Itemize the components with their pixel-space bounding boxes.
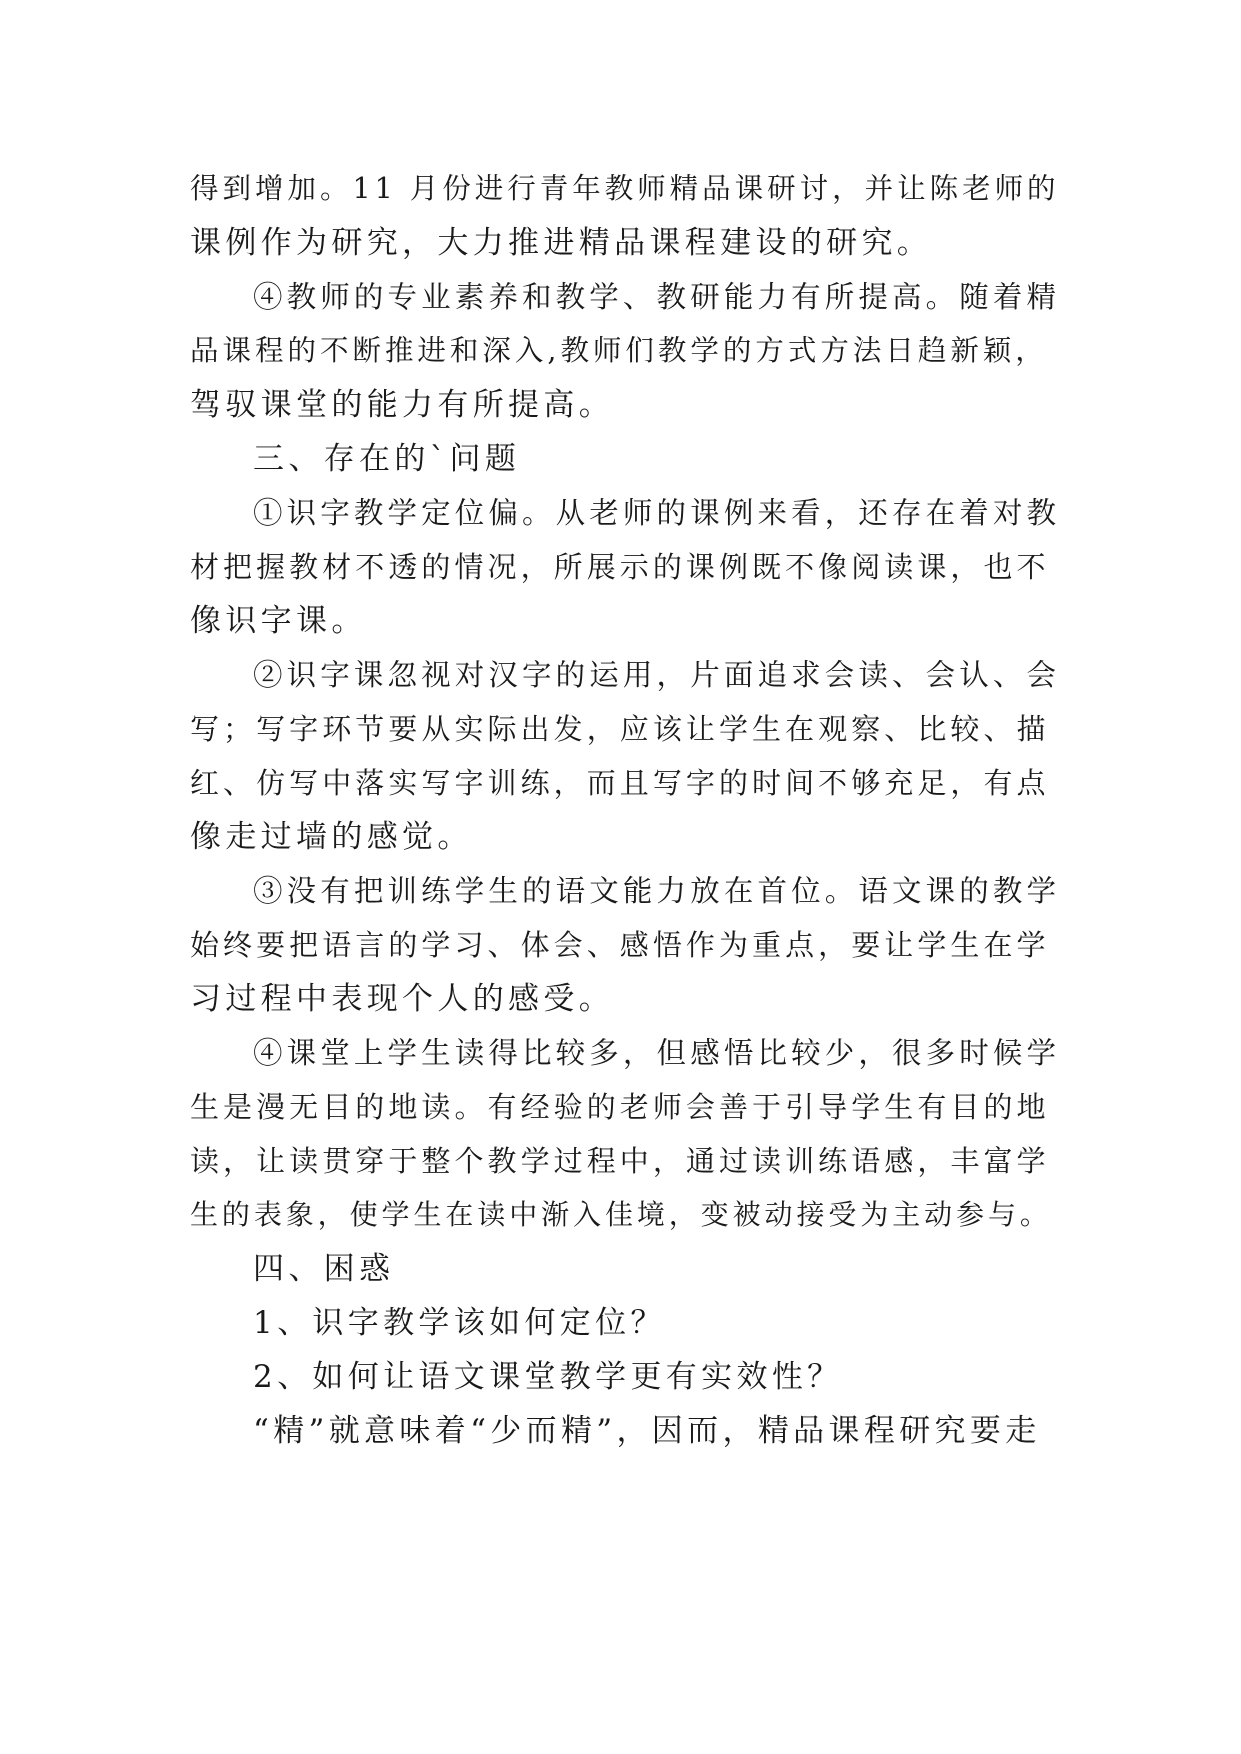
- text-line: 红、仿写中落实写字训练，而且写字的时间不够充足，有点: [190, 766, 1050, 800]
- text-line: 材把握教材不透的情况，所展示的课例既不像阅读课，也不: [190, 550, 1050, 584]
- text-line: 写；写字环节要从实际出发，应该让学生在观察、比较、描: [190, 712, 1050, 746]
- text-line: ④教师的专业素养和教学、教研能力有所提高。随着精: [253, 280, 1061, 314]
- text-line: 生的表象，使学生在读中渐入佳境，变被动接受为主动参与。: [190, 1198, 1052, 1231]
- text-line: 像走过墙的感觉。: [190, 819, 473, 855]
- text-line: ①识字教学定位偏。从老师的课例来看，还存在着对教: [253, 496, 1061, 530]
- text-line: ④课堂上学生读得比较多，但感悟比较少，很多时候学: [253, 1036, 1061, 1070]
- list-item: 1、识字教学该如何定位？: [253, 1305, 666, 1341]
- text-line: 始终要把语言的学习、体会、感悟作为重点，要让学生在学: [190, 928, 1050, 962]
- text-line: 驾驭课堂的能力有所提高。: [190, 387, 615, 423]
- text-line: ②识字课忽视对汉字的运用，片面追求会读、会认、会: [253, 658, 1061, 692]
- text-line: “精”就意味着“少而精”，因而，精品课程研究要走: [253, 1413, 1041, 1449]
- list-item: 2、如何让语文课堂教学更有实效性？: [253, 1359, 843, 1395]
- section-heading: 四、困惑: [253, 1251, 395, 1287]
- text-line: 生是漫无目的地读。有经验的老师会善于引导学生有目的地: [190, 1090, 1050, 1124]
- text-line: 得到增加。11 月份进行青年教师精品课研讨，并让陈老师的: [190, 172, 1060, 205]
- text-line: 习过程中表现个人的感受。: [190, 981, 615, 1017]
- text-line: 像识字课。: [190, 603, 367, 639]
- text-line: 读，让读贯穿于整个教学过程中，通过读训练语感，丰富学: [190, 1144, 1050, 1178]
- text-line: ③没有把训练学生的语文能力放在首位。语文课的教学: [253, 874, 1061, 908]
- text-line: 课例作为研究，大力推进精品课程建设的研究。: [190, 225, 933, 261]
- section-heading: 三、存在的`问题: [253, 441, 521, 477]
- text-line: 品课程的不断推进和深入,教师们教学的方式方法日趋新颖，: [190, 334, 1048, 367]
